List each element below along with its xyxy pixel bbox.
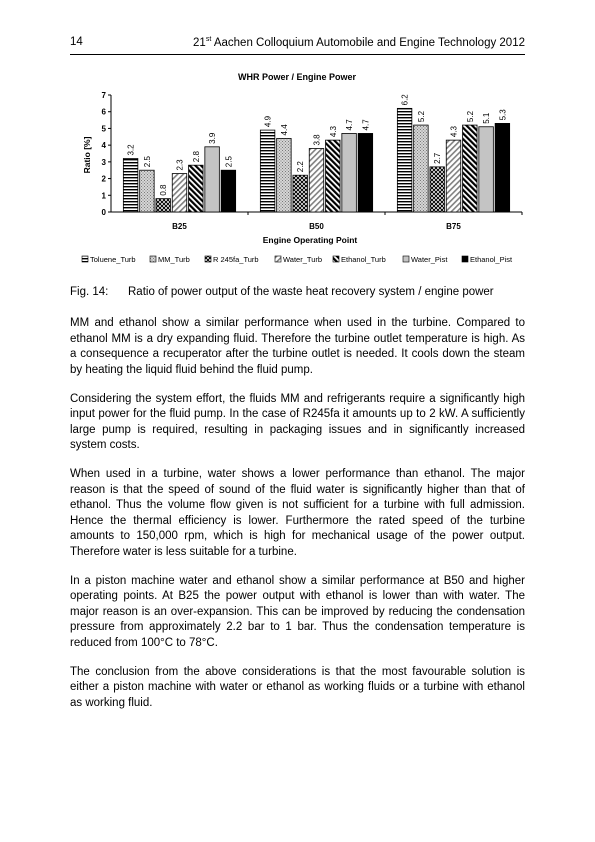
legend-label: Ethanol_Turb: [341, 255, 386, 264]
data-label: 5.1: [482, 112, 492, 124]
legend-swatch: [462, 256, 468, 262]
y-tick-label: 4: [101, 141, 106, 151]
legend-swatch: [150, 256, 156, 262]
y-tick-label: 5: [101, 124, 106, 134]
legend-label: R 245fa_Turb: [213, 255, 259, 264]
legend-label: Ethanol_Pist: [470, 255, 513, 264]
data-label: 4.7: [345, 119, 355, 131]
data-label: 6.2: [400, 94, 410, 106]
bar: [277, 138, 292, 212]
bar: [221, 170, 236, 212]
chart-title: WHR Power / Engine Power: [237, 72, 357, 82]
bar: [397, 108, 412, 212]
y-axis-title: Ratio [%]: [82, 136, 92, 174]
bar: [414, 125, 429, 212]
data-label: 3.8: [312, 134, 322, 146]
data-label: 3.2: [126, 144, 136, 156]
legend-swatch: [205, 256, 211, 262]
legend-swatch: [275, 256, 281, 262]
x-axis-title: Engine Operating Point: [262, 235, 358, 245]
x-tick-label: B50: [309, 222, 324, 231]
paragraph-4: In a piston machine water and ethanol show a similar performance at B50 and higher operating points. At B25 the power output with ethanol is lower than with water. The major reason is an over-expansion. This can be improved by reducing the condensation pressure from approximately 2.2 bar to 1 bar. Thus the condensation temperature is reduced from 100°C to 78°C.: [70, 574, 525, 649]
bar: [293, 175, 308, 212]
paragraph-2: Considering the system effort, the fluids MM and refrigerants require a significantly high input power for the fluid pump. In the case of R245fa it amounts up to 2 kW. A sufficiently large pump is required, resulting in packaging issues and in significantly increased system costs.: [70, 392, 525, 451]
x-tick-label: B75: [446, 222, 461, 231]
legend-swatch: [403, 256, 409, 262]
data-label: 0.8: [159, 184, 169, 196]
y-tick-label: 1: [101, 191, 106, 201]
data-label: 2.5: [224, 156, 234, 168]
whr-power-chart: [0, 0, 595, 284]
bar: [479, 127, 494, 212]
legend-label: Water_Pist: [411, 255, 448, 264]
bar: [260, 130, 275, 212]
data-label: 2.7: [433, 152, 443, 164]
legend-swatch: [333, 256, 339, 262]
data-label: 3.9: [208, 132, 218, 144]
bar: [430, 167, 445, 212]
x-tick-label: B25: [172, 222, 187, 231]
data-label: 5.3: [498, 109, 508, 121]
data-label: 5.2: [416, 110, 426, 123]
figure-label: Fig. 14:: [70, 286, 109, 298]
data-label: 2.3: [175, 159, 185, 171]
legend-swatch: [82, 256, 88, 262]
bar: [123, 159, 138, 212]
y-tick-label: 3: [101, 157, 106, 167]
y-tick-label: 0: [101, 208, 106, 217]
y-tick-label: 6: [101, 107, 106, 117]
bar: [156, 199, 171, 212]
bar: [358, 133, 373, 212]
legend-label: MM_Turb: [158, 255, 190, 264]
figure-caption: [70, 286, 530, 298]
paragraph-1: MM and ethanol show a similar performance when used in the turbine. Compared to ethanol MM is a dry expanding fluid. Therefore the turbine outlet temperature is high. As a consequence a recuperator after the turbine outlet is needed. It cools down the steam by heating the liquid fluid behind the fluid pump.: [70, 317, 525, 376]
figure-caption-text: Ratio of power output of the waste heat recovery system / engine power: [128, 286, 494, 298]
y-tick-label: 2: [101, 174, 106, 184]
data-label: 2.8: [191, 151, 201, 163]
paragraph-3: When used in a turbine, water shows a lower performance than ethanol. The major reason is that the speed of sound of the fluid water is significantly higher than that of ethanol. Thus the volume flow given is not sufficient for a turbine with full admission. Hence the thermal efficiency is lower. Furthermore the rated speed of the turbine amounts to 150,000 rpm, which is high for mechanical usage of the power output. Therefore water is less suitable for a turbine.: [70, 468, 525, 558]
bar: [342, 133, 357, 212]
legend-label: Toluene_Turb: [90, 255, 136, 264]
paragraph-5: The conclusion from the above considerations is that the most favourable solution is either a piston machine with water or ethanol as working fluids or a turbine with ethanol as working fluid.: [70, 665, 525, 709]
running-title-rest: Aachen Colloquium Automobile and Engine Technology 2012: [211, 36, 525, 49]
running-title-prefix: 21: [193, 36, 206, 49]
data-label: 4.7: [361, 119, 371, 131]
running-title-sup: st: [205, 36, 212, 43]
bar: [326, 140, 341, 212]
data-label: 2.5: [142, 156, 152, 168]
bar: [463, 125, 478, 212]
data-label: 4.3: [328, 126, 338, 138]
bar: [205, 147, 220, 212]
bar: [172, 174, 187, 212]
bar: [309, 148, 324, 212]
body-text: [70, 316, 525, 725]
bar: [446, 140, 461, 212]
chart-legend: [82, 255, 513, 264]
bar: [495, 123, 510, 212]
y-tick-label: 7: [101, 91, 106, 100]
data-label: 2.2: [296, 161, 306, 173]
data-label: 4.9: [263, 115, 273, 128]
data-label: 4.3: [449, 126, 459, 138]
page-number: 14: [70, 36, 83, 48]
data-label: 4.4: [279, 124, 289, 136]
bar: [189, 165, 204, 212]
data-label: 5.2: [465, 110, 475, 123]
legend-label: Water_Turb: [283, 255, 323, 264]
bar: [140, 170, 155, 212]
